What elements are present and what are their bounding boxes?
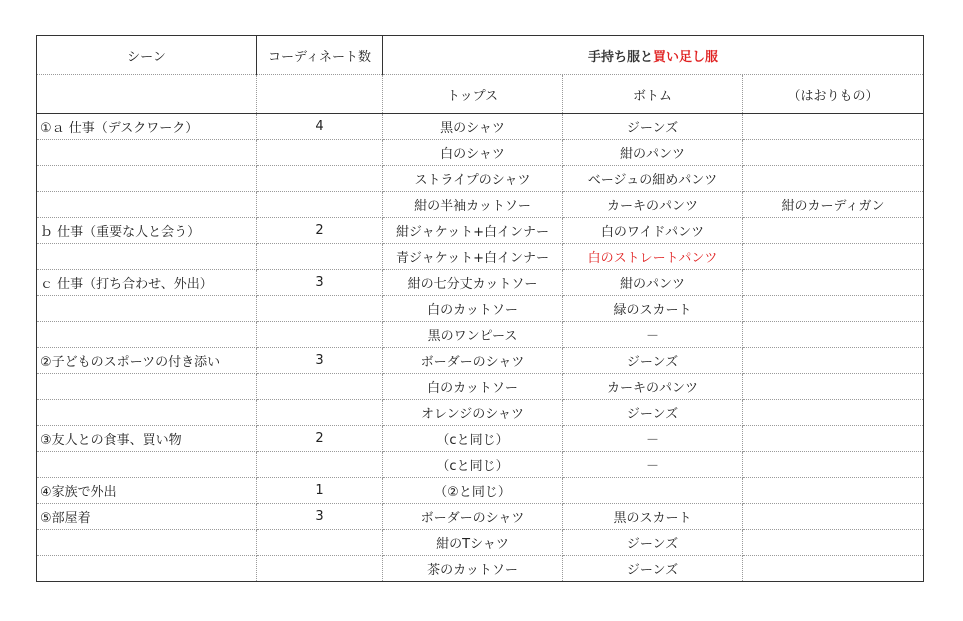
tops-cell[interactable]: （②と同じ） [383,478,563,504]
scene-cell[interactable] [37,374,257,400]
count-cell[interactable]: 3 [257,270,383,296]
bottoms-cell[interactable]: ジーンズ [563,530,743,556]
tops-cell[interactable]: 黒のワンピース [383,322,563,348]
tops-cell[interactable]: 白のカットソー [383,374,563,400]
tops-cell[interactable]: 黒のシャツ [383,114,563,140]
tops-cell[interactable]: ボーダーのシャツ [383,348,563,374]
scene-cell[interactable]: ③友人との食事、買い物 [37,426,257,452]
count-cell[interactable] [257,452,383,478]
outer-cell[interactable] [743,478,924,504]
bottoms-cell[interactable]: 黒のスカート [563,504,743,530]
tops-cell[interactable]: 白のカットソー [383,296,563,322]
table-row [37,478,924,504]
outer-cell[interactable] [743,426,924,452]
header-empty-count[interactable] [257,75,383,114]
table-row [37,452,924,478]
table-row [37,244,924,270]
outer-cell[interactable] [743,296,924,322]
outer-cell[interactable] [743,556,924,582]
table-row [37,504,924,530]
scene-cell[interactable] [37,556,257,582]
scene-cell[interactable] [37,322,257,348]
count-cell[interactable]: 3 [257,504,383,530]
count-cell[interactable] [257,530,383,556]
scene-cell[interactable]: ｂ 仕事（重要な人と会う） [37,218,257,244]
table-row [37,426,924,452]
outer-cell[interactable]: 紺のカーディガン [743,192,924,218]
header-scene[interactable]: シーン [37,36,257,75]
tops-cell[interactable]: オレンジのシャツ [383,400,563,426]
outer-cell[interactable] [743,530,924,556]
coordinate-table [36,35,924,582]
tops-cell[interactable]: 茶のカットソー [383,556,563,582]
bottoms-cell[interactable]: ジーンズ [563,348,743,374]
table-row [37,348,924,374]
scene-cell[interactable]: ②子どものスポーツの付き添い [37,348,257,374]
bottoms-cell[interactable]: － [563,426,743,452]
outer-cell[interactable] [743,322,924,348]
header-row-1 [37,36,924,75]
table-row [37,140,924,166]
tops-cell[interactable]: ストライプのシャツ [383,166,563,192]
header-row-2 [37,75,924,114]
tops-cell[interactable]: 白のシャツ [383,140,563,166]
bottoms-cell[interactable]: － [563,322,743,348]
outer-cell[interactable] [743,452,924,478]
header-clothes[interactable] [383,36,924,75]
scene-cell[interactable] [37,452,257,478]
count-cell[interactable]: 1 [257,478,383,504]
bottoms-cell[interactable]: カーキのパンツ [563,192,743,218]
header-outer[interactable]: （はおりもの） [743,75,924,114]
header-clothes-owned: 手持ち服と [587,49,653,65]
tops-cell[interactable]: ボーダーのシャツ [383,504,563,530]
table-row [37,400,924,426]
count-cell[interactable] [257,140,383,166]
tops-cell[interactable]: 紺の七分丈カットソー [383,270,563,296]
scene-cell[interactable] [37,166,257,192]
count-cell[interactable] [257,244,383,270]
scene-cell[interactable] [37,244,257,270]
count-cell[interactable] [257,166,383,192]
bottoms-cell[interactable]: － [563,452,743,478]
table-row [37,296,924,322]
outer-cell[interactable] [743,140,924,166]
count-cell[interactable] [257,322,383,348]
tops-cell[interactable]: 紺ジャケット+白インナー [383,218,563,244]
outer-cell[interactable] [743,348,924,374]
table-row [37,192,924,218]
bottoms-cell[interactable]: ベージュの細めパンツ [563,166,743,192]
count-cell[interactable]: 2 [257,218,383,244]
header-bottoms[interactable]: ボトム [563,75,743,114]
tops-cell[interactable]: （cと同じ） [383,426,563,452]
tops-cell[interactable]: 青ジャケット+白インナー [383,244,563,270]
count-cell[interactable] [257,556,383,582]
tops-cell[interactable]: 紺の半袖カットソー [383,192,563,218]
header-empty-scene[interactable] [37,75,257,114]
tops-cell[interactable]: 紺のTシャツ [383,530,563,556]
table-row [37,114,924,140]
scene-cell[interactable] [37,192,257,218]
outer-cell[interactable] [743,504,924,530]
outer-cell[interactable] [743,166,924,192]
tops-cell[interactable]: （cと同じ） [383,452,563,478]
table-row [37,374,924,400]
outer-cell[interactable] [743,270,924,296]
count-cell[interactable] [257,400,383,426]
outer-cell[interactable] [743,218,924,244]
scene-cell[interactable]: ④家族で外出 [37,478,257,504]
count-cell[interactable]: 2 [257,426,383,452]
scene-cell[interactable]: ①ａ 仕事（デスクワーク） [37,114,257,140]
scene-cell[interactable]: ⑤部屋着 [37,504,257,530]
bottoms-cell[interactable]: 緑のスカート [563,296,743,322]
scene-cell[interactable] [37,140,257,166]
header-tops[interactable]: トップス [383,75,563,114]
outer-cell[interactable] [743,400,924,426]
outer-cell[interactable] [743,374,924,400]
table-row [37,530,924,556]
header-clothes-bought: 買い足し服 [653,49,719,65]
bottoms-cell[interactable]: ジーンズ [563,556,743,582]
scene-cell[interactable] [37,296,257,322]
count-cell[interactable]: 4 [257,114,383,140]
count-cell[interactable] [257,192,383,218]
count-cell[interactable] [257,296,383,322]
table-row [37,556,924,582]
outer-cell[interactable] [743,114,924,140]
bottoms-cell[interactable] [563,478,743,504]
count-cell[interactable] [257,374,383,400]
count-cell[interactable]: 3 [257,348,383,374]
table-row [37,218,924,244]
scene-cell[interactable] [37,530,257,556]
bottoms-cell[interactable]: カーキのパンツ [563,374,743,400]
table-row [37,270,924,296]
scene-cell[interactable] [37,400,257,426]
header-count[interactable]: コーディネート数 [257,36,383,75]
bottoms-cell[interactable]: ジーンズ [563,114,743,140]
bottoms-cell[interactable]: ジーンズ [563,400,743,426]
bottoms-cell[interactable]: 白のストレートパンツ [563,244,743,270]
scene-cell[interactable]: ｃ 仕事（打ち合わせ、外出） [37,270,257,296]
bottoms-cell[interactable]: 紺のパンツ [563,140,743,166]
bottoms-cell[interactable]: 紺のパンツ [563,270,743,296]
bottoms-cell[interactable]: 白のワイドパンツ [563,218,743,244]
table-row [37,322,924,348]
table-row [37,166,924,192]
outer-cell[interactable] [743,244,924,270]
